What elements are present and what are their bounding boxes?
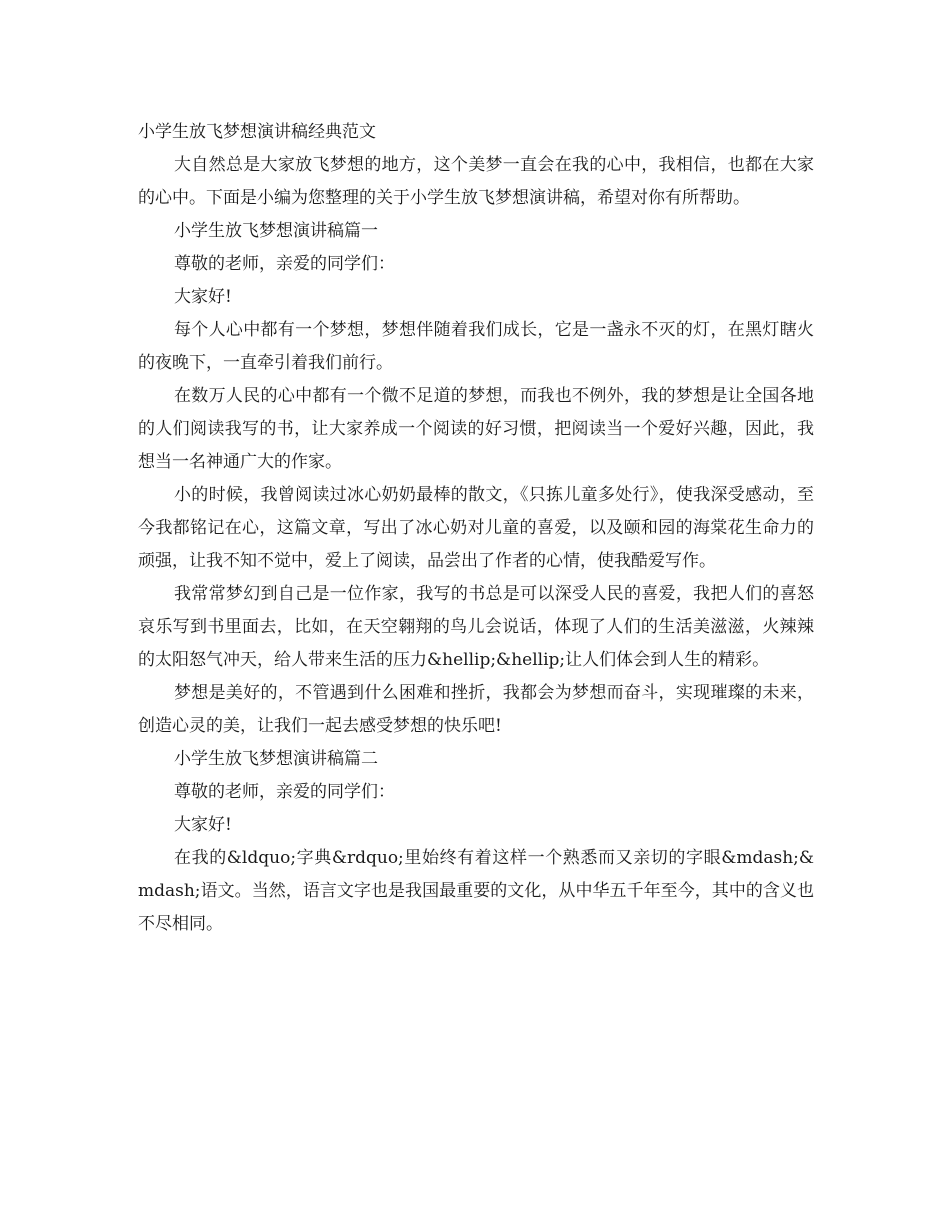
section1-paragraph: 梦想是美好的，不管遇到什么困难和挫折，我都会为梦想而奋斗，实现璀璨的未来，创造心灵的美，让我们一起去感受梦想的快乐吧!	[138, 683, 814, 736]
intro-paragraph: 大自然总是大家放飞梦想的地方，这个美梦一直会在我的心中，我相信，也都在大家的心中。下面是小编为您整理的关于小学生放飞梦想演讲稿，希望对你有所帮助。	[138, 155, 814, 208]
section1-salutation: 尊敬的老师，亲爱的同学们：	[174, 254, 395, 274]
section1-heading: 小学生放飞梦想演讲稿篇一	[174, 221, 378, 241]
section2-heading: 小学生放飞梦想演讲稿篇二	[174, 749, 378, 769]
document-page	[138, 116, 814, 941]
section2-greeting: 大家好!	[174, 815, 232, 835]
section2-paragraph: 在我的&ldquo;字典&rdquo;里始终有着这样一个熟悉而又亲切的字眼&mdash;&mdash;语文。当然，语言文字也是我国最重要的文化，从中华五千年至今，其中的含义也不尽相同。	[138, 848, 814, 934]
section2-salutation: 尊敬的老师，亲爱的同学们：	[174, 782, 395, 802]
section1-greeting: 大家好!	[174, 287, 232, 307]
section1-paragraph: 我常常梦幻到自己是一位作家，我写的书总是可以深受人民的喜爱，我把人们的喜怒哀乐写到书里面去，比如，在天空翱翔的鸟儿会说话，体现了人们的生活美滋滋，火辣辣的太阳怒气冲天，给人带来生活的压力&hellip;&hellip;让人们体会到人生的精彩。	[138, 584, 814, 670]
document-title: 小学生放飞梦想演讲稿经典范文	[138, 122, 376, 142]
section1-paragraph: 在数万人民的心中都有一个微不足道的梦想，而我也不例外，我的梦想是让全国各地的人们阅读我写的书，让大家养成一个阅读的好习惯，把阅读当一个爱好兴趣，因此，我想当一名神通广大的作家。	[138, 386, 814, 472]
section1-paragraph: 小的时候，我曾阅读过冰心奶奶最棒的散文，《只拣儿童多处行》，使我深受感动，至今我都铭记在心，这篇文章，写出了冰心奶对儿童的喜爱，以及颐和园的海棠花生命力的顽强，让我不知不觉中，爱上了阅读，品尝出了作者的心情，使我酷爱写作。	[138, 485, 814, 571]
section1-paragraph: 每个人心中都有一个梦想，梦想伴随着我们成长，它是一盏永不灭的灯，在黑灯瞎火的夜晚下，一直牵引着我们前行。	[138, 320, 814, 373]
